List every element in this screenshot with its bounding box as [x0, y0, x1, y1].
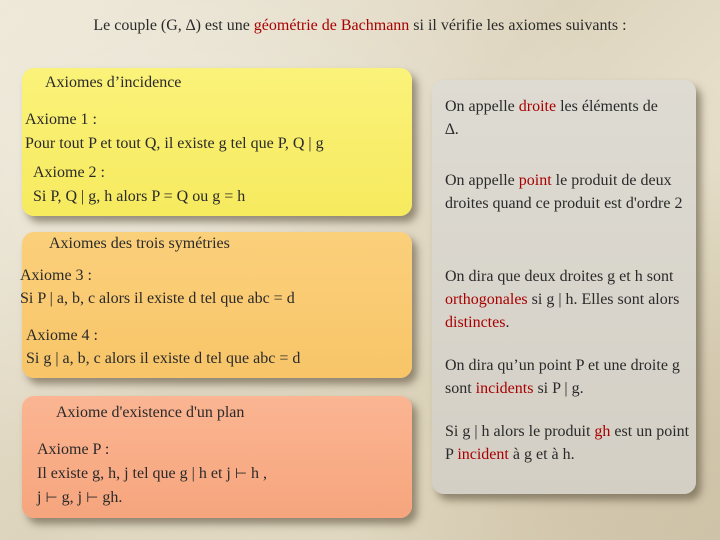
definition-point [445, 169, 685, 215]
incidence-heading: Axiomes d’incidence [45, 74, 182, 91]
axiomP-line2-a: j [37, 489, 46, 506]
definition-incidents-a: On dira qu’un point P et une droite g sont [445, 357, 680, 397]
definition-droite-b: les éléments de ∆. [445, 98, 658, 138]
definition-incidents [445, 354, 693, 400]
axiomP-line1 [37, 464, 267, 484]
term-orthogonales: orthogonales [445, 291, 528, 308]
axiom3-text: Si P | a, b, c alors il existe d tel que abc = d [20, 290, 295, 307]
definition-incidents-b: si P | g. [533, 380, 584, 397]
definition-orthogonales-a: On dira que deux droites g et h sont [445, 268, 674, 285]
definition-incident-gh [445, 420, 690, 466]
term-distinctes: distinctes [445, 314, 506, 331]
definition-incident-gh-c: à g et à h. [508, 446, 575, 463]
axiomP-line2-c: gh. [98, 489, 123, 506]
title-text: Le couple (G, ∆) est une [93, 17, 254, 34]
axiom4-text: Si g | a, b, c alors il existe d tel que abc = d [26, 350, 301, 367]
axiomP-label: Axiome P : [37, 441, 110, 458]
definition-incident-gh-b: est un point P [445, 423, 690, 463]
definition-point-b: le produit de deux droites quand ce produit est d'ordre 2 [445, 172, 683, 212]
axiom2-text: Si P, Q | g, h alors P = Q ou g = h [33, 188, 246, 205]
title-text-end: si il vérifie les axiomes suivants : [409, 17, 627, 34]
title-highlight: géométrie de Bachmann [253, 17, 410, 34]
definition-incident-gh-a: Si g | h alors le produit [445, 423, 595, 440]
axiom2-label: Axiome 2 : [33, 164, 105, 181]
axiom4-label: Axiome 4 : [26, 327, 98, 344]
axiom3-label: Axiome 3 : [20, 267, 92, 284]
axiom1-text: Pour tout P et tout Q, il existe g tel que P, Q | g [25, 135, 324, 152]
axiomP-line1-a: Il existe g, h, j tel que g | h et j [37, 465, 235, 482]
term-point: point [518, 172, 552, 189]
definition-droite-a: On appelle [445, 98, 519, 115]
definition-orthogonales-c: . [505, 314, 510, 331]
term-incidents: incidents [475, 380, 534, 397]
plane-heading: Axiome d'existence d'un plan [56, 404, 245, 421]
axiomP-line1-b: h , [247, 465, 268, 482]
axiomP-line2 [37, 488, 122, 508]
symmetries-heading: Axiomes des trois symétries [49, 235, 230, 252]
not-orthogonal-symbol: ⊢ [86, 490, 99, 506]
axiom1-label: Axiome 1 : [25, 111, 97, 128]
axiomP-line2-b: g, j [57, 489, 87, 506]
not-orthogonal-symbol: ⊢ [234, 466, 248, 482]
definition-orthogonales-b: si g | h. Elles sont alors [527, 291, 680, 308]
term-gh: gh [594, 423, 611, 440]
definition-droite [445, 95, 675, 141]
page-title [0, 17, 720, 35]
term-droite: droite [518, 98, 557, 115]
definition-orthogonales [445, 265, 685, 334]
term-incident: incident [457, 446, 509, 463]
definition-point-a: On appelle [445, 172, 519, 189]
not-orthogonal-symbol: ⊢ [45, 490, 58, 506]
